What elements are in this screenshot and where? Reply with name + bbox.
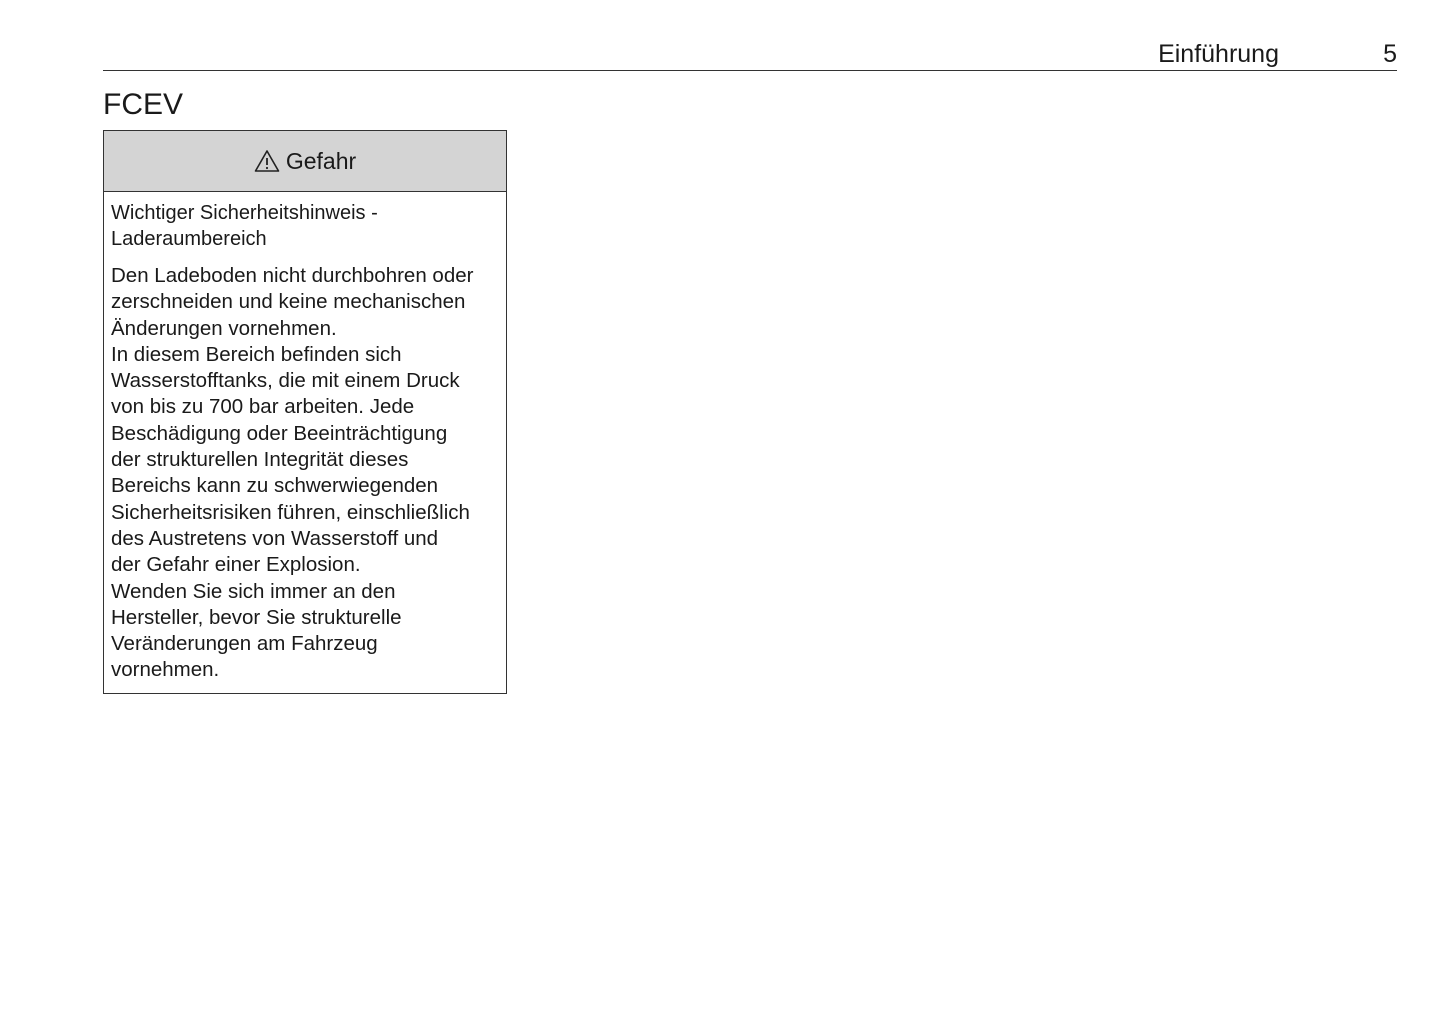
- text-line: Wenden Sie sich immer an den: [111, 579, 396, 603]
- text-line: vornehmen.: [111, 658, 220, 682]
- warning-text: [111, 263, 499, 684]
- subtitle-line: Wichtiger Sicherheitshinweis -: [111, 202, 378, 224]
- text-line: der Gefahr einer Explosion.: [111, 553, 361, 577]
- text-line: Sicherheitsrisiken führen, einschließlich: [111, 500, 470, 524]
- text-line: von bis zu 700 bar arbeiten. Jede: [111, 395, 415, 419]
- warning-label: Gefahr: [285, 148, 357, 174]
- subtitle-line: Laderaumbereich: [111, 228, 267, 250]
- text-line: der strukturellen Integrität dieses: [111, 448, 409, 472]
- warning-subtitle: [111, 200, 499, 252]
- text-line: Hersteller, bevor Sie strukturelle: [111, 605, 402, 629]
- section-title: FCEV: [103, 88, 184, 121]
- warning-header: [104, 131, 506, 192]
- text-line: Wasserstofftanks, die mit einem Druck: [111, 369, 460, 393]
- text-line: Bereichs kann zu schwerwiegenden: [111, 474, 439, 498]
- chapter-title: Einführung: [1158, 40, 1279, 68]
- text-line: zerschneiden und keine mechanischen: [111, 290, 466, 314]
- text-line: Änderungen vornehmen.: [111, 316, 337, 340]
- text-line: Den Ladeboden nicht durchbohren oder: [111, 264, 474, 287]
- warning-body: [104, 192, 506, 693]
- danger-warning-box: [103, 130, 507, 694]
- text-line: des Austretens von Wasserstoff und: [111, 526, 439, 550]
- warning-triangle-icon: [254, 149, 280, 173]
- text-line: In diesem Bereich befinden sich: [111, 342, 402, 366]
- text-line: Veränderungen am Fahrzeug: [111, 632, 378, 656]
- text-line: Beschädigung oder Beeinträchtigung: [111, 421, 448, 445]
- page-number: 5: [1383, 40, 1397, 68]
- page-header: [103, 36, 1397, 71]
